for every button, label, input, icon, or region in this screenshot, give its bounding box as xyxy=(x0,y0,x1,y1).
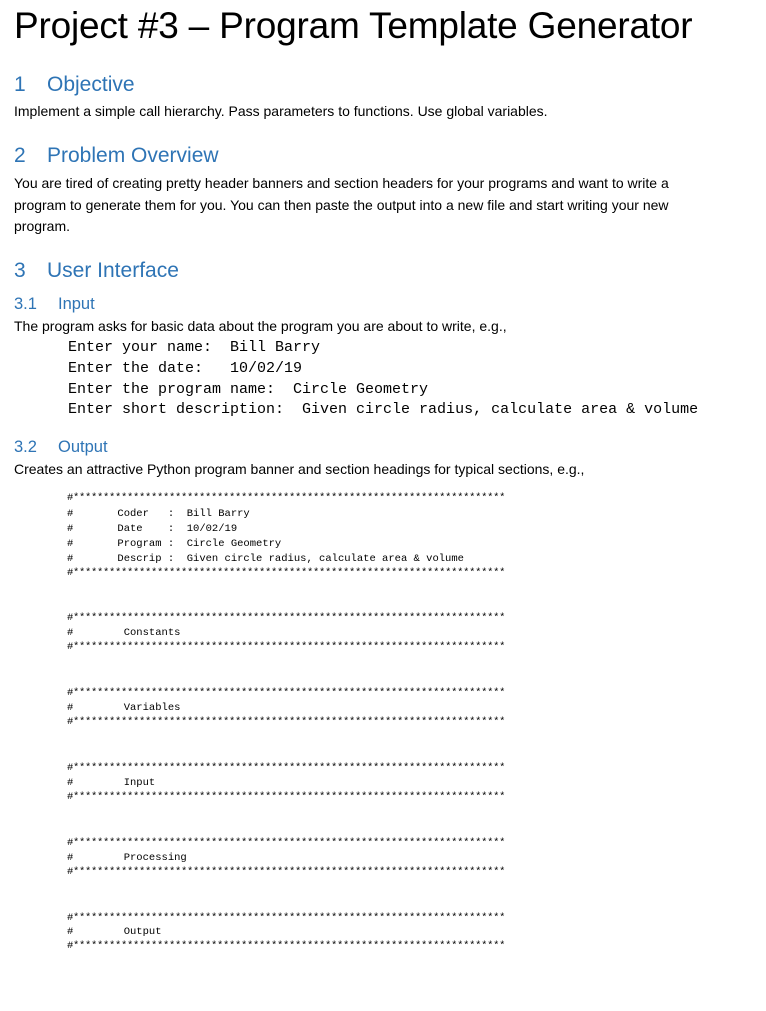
section-header-processing: # Processing xyxy=(67,852,187,864)
heading-user-interface xyxy=(14,258,179,284)
banner-line: # Program : Circle Geometry xyxy=(67,538,282,550)
section-header-constants: # Constants xyxy=(67,627,181,639)
banner-border-top: #************************************************************************ xyxy=(67,492,506,504)
input-text: The program asks for basic data about the program you are about to write, e.g., xyxy=(14,318,507,334)
section-border-bottom: #************************************************************************ xyxy=(67,716,506,728)
section-border-bottom: #************************************************************************ xyxy=(67,641,506,653)
section-border-top: #************************************************************************ xyxy=(67,612,506,624)
section-border-top: #************************************************************************ xyxy=(67,837,506,849)
heading-number: 3.1 xyxy=(14,295,37,313)
heading-number: 3.2 xyxy=(14,438,37,456)
input-prompt: Enter the program name: Circle Geometry xyxy=(68,381,429,398)
heading-text: Problem Overview xyxy=(47,144,219,167)
input-prompt: Enter short description: Given circle radius, calculate area & volume xyxy=(68,401,699,418)
document-title: Project #3 – Program Template Generator xyxy=(14,5,693,46)
heading-number: 1 xyxy=(14,73,26,96)
section-border-bottom: #************************************************************************ xyxy=(67,791,506,803)
section-header-output: # Output xyxy=(67,926,162,938)
section-border-bottom: #************************************************************************ xyxy=(67,940,506,952)
banner-border-bottom: #************************************************************************ xyxy=(67,567,506,579)
heading-text: Input xyxy=(58,295,95,313)
section-border-top: #************************************************************************ xyxy=(67,912,506,924)
heading-problem-overview xyxy=(14,143,219,169)
heading-text: User Interface xyxy=(47,259,179,282)
heading-input xyxy=(14,294,95,314)
output-text: Creates an attractive Python program banner and section headings for typical sections, e.g., xyxy=(14,461,585,477)
input-prompt: Enter the date: 10/02/19 xyxy=(68,360,303,377)
banner-line: # Descrip : Given circle radius, calculate area & volume xyxy=(67,553,464,565)
banner-line: # Date : 10/02/19 xyxy=(67,523,238,535)
banner-line: # Coder : Bill Barry xyxy=(67,508,250,520)
section-border-bottom: #************************************************************************ xyxy=(67,866,506,878)
objective-text: Implement a simple call hierarchy. Pass parameters to functions. Use global variables. xyxy=(14,103,548,119)
heading-number: 3 xyxy=(14,259,26,282)
section-header-variables: # Variables xyxy=(67,702,181,714)
section-border-top: #************************************************************************ xyxy=(67,762,506,774)
section-header-input: # Input xyxy=(67,777,156,789)
input-prompt: Enter your name: Bill Barry xyxy=(68,339,321,356)
heading-text: Objective xyxy=(47,73,135,96)
heading-output xyxy=(14,437,108,457)
heading-number: 2 xyxy=(14,144,26,167)
heading-text: Output xyxy=(58,438,108,456)
section-border-top: #************************************************************************ xyxy=(67,687,506,699)
overview-text: You are tired of creating pretty header banners and section headers for your programs and want to write a program to generate them for you. You can then paste the output into a new file and start writing your new program. xyxy=(14,175,669,234)
heading-objective xyxy=(14,72,135,98)
